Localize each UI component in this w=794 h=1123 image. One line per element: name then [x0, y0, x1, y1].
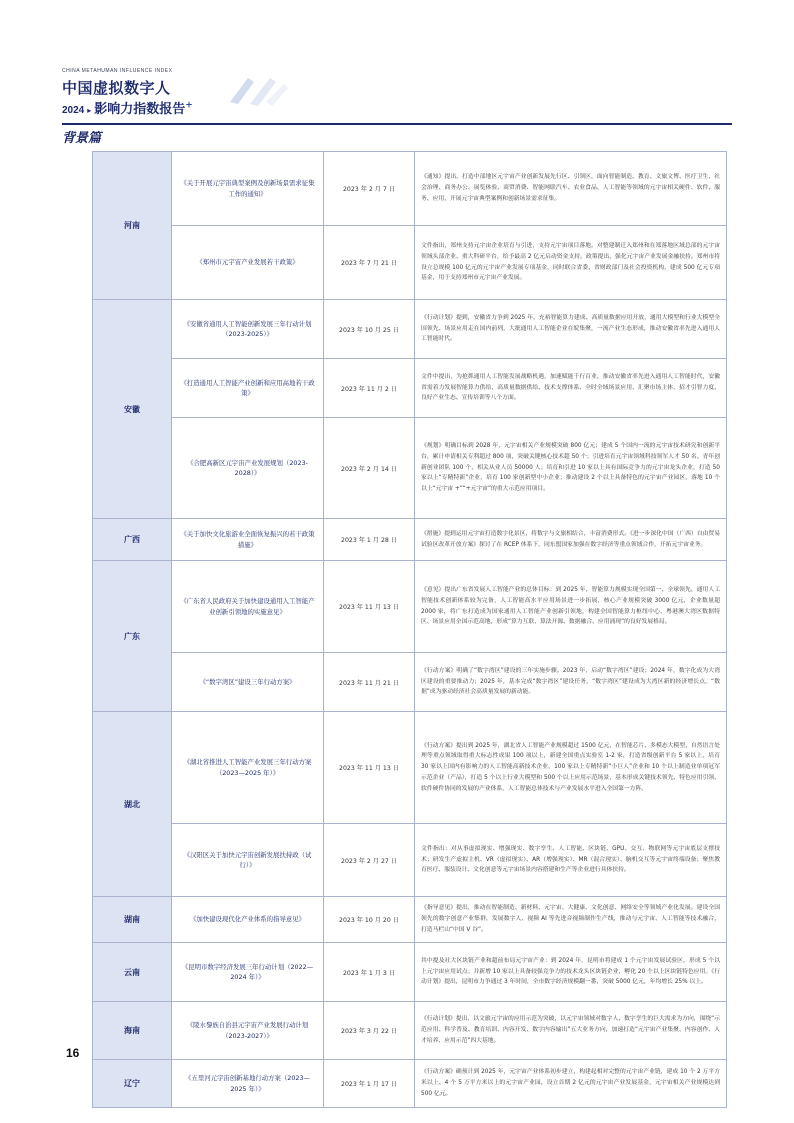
policy-description: 其中提及社大区块链产业和超前布局元宇宙产业：到 2024 年，昆明市将建成 1 个元宇宙发展试验区，形成 5 个以上元宇宙应用试点；并新增 10 家以上具备较强竞争力的技术龙头区块链企业，孵化 20 个以上区块链特色应用。《行动计划》提出，昆明市力争通过 3 年时间，全市数字经济规模翻一番，突破 5000 亿元，年均增长 25% 以上。: [415, 943, 727, 1002]
issue-date: 2023 年 11 月 21 日: [324, 653, 415, 712]
policy-description: 《规划》明确目标到 2028 年，元宇宙相关产业规模突破 800 亿元；建成 5 个国内一流的元宇宙技术研究和创新平台，累计申请相关专利超过 800 项，突破关键核心技术超 50 个；引进培育元宇宙领域科技领军人才 50 名、青年创新创业团队 100 个，相关从业人员 50000 人；培育和引进 10 家以上具有国际竞争力的元宇宙龙头企业，打造 50 家以上“专精特新”企业，培育 100 家创新型中小企业；推动建设 2 个以上具备特色的元宇宙产业园区，落地 10 个以上“元宇宙 +”“+元宇宙”的重大示范应用项目。: [415, 418, 727, 519]
section-title: 背景篇: [62, 131, 102, 146]
issue-date: 2023 年 1 月 28 日: [324, 519, 415, 561]
province-cell: 广西: [93, 519, 172, 561]
policy-description: 《行动计划》提到，安徽省力争到 2025 年，充裕智能算力建成、高质量数据应用开放，通用大模型和行业大模型全国领先、场景应用走在国内前列，大批通用人工智能企业在皖集聚，一流产业生态形成，推动安徽省率先进入通用人工智能时代。: [415, 300, 727, 359]
document-title: 《合肥高新区元宇宙产业发展规划（2023-2028）》: [172, 418, 324, 519]
policy-table: [92, 151, 727, 1108]
issue-date: 2023 年 1 月 3 日: [324, 943, 415, 1002]
table-row: [93, 1002, 727, 1060]
province-cell: 湖北: [93, 712, 172, 897]
page-number: 16: [66, 1046, 80, 1060]
document-title: 《“数字湾区”建设三年行动方案》: [172, 653, 324, 712]
document-title: 《五里河元宇宙创新基地行动方案（2023—2025 年）》: [172, 1060, 324, 1108]
policy-description: 《措施》提到运用元宇宙打造数字化景区，将数字与文旅相结合，丰富消费形式。《进一步深化中国（广西）自由贸易试验区改革开放方案》探讨了在 RCEP 体系下，同东盟国家加强在数字经济等重点领域合作，开拓元宇宙业务。: [415, 519, 727, 561]
province-cell: 海南: [93, 1002, 172, 1060]
header-divider: [62, 123, 732, 125]
document-title: 《昆明市数字经济发展三年行动计划（2022—2024 年）》: [172, 943, 324, 1002]
report-year: 2024: [62, 105, 85, 116]
policy-description: 文件指出，郑州支持元宇宙企业培育与引进，支持元宇宙项目落地。对整建制迁入郑州和在郑落地区域总部的元宇宙领域头部企业、重大科研平台，给予最高 2 亿元启动资金支持。政策提出，强化元宇宙产业发展金融扶持。郑州市将设立总规模 100 亿元的元宇宙产业发展专项基金，同时联合省委、省财政部门及社会投资机构，建成 500 亿元专项基金，用于支持郑州市元宇宙产业发展。: [415, 226, 727, 300]
title-decoration-icon: [180, 72, 290, 110]
province-cell: 广东: [93, 561, 172, 712]
table-row: [93, 152, 727, 226]
table-row: [93, 359, 727, 418]
plus-mark: +: [185, 100, 193, 111]
table-row: [93, 653, 727, 712]
policy-description: 文件中提出，为抢抓通用人工智能发展战略机遇，加速赋能千行百业，推动安徽省率先进入通用人工智能时代，安徽省需着力发展智能算力供给、高质量数据供给、技术支撑体系、全时全域场景应用、汇聚市场主体、招才引智力度、良好产业生态、宣传培训等八个方面。: [415, 359, 727, 418]
province-cell: 河南: [93, 152, 172, 300]
policy-description: 《行动方案》明确了“数字湾区”建设的三年实施步骤。2023 年，启动“数字湾区”建设；2024 年，数字化成为大湾区建设的重要推动力；2025 年，基本完成“数字湾区”建设任务，“数字湾区”建设成为大湾区新的经济增长点，“数据”成为驱动经济社会高质量发展的新动能。: [415, 653, 727, 712]
table-row: [93, 300, 727, 359]
policy-description: 《指导意见》提出，推动在智能制造、新材料、元宇宙、大健康、文化创意、网络安全等领域产业化发展。建设全国领先的数字创意产业集群，发展数字人、视频 AI 等先进音视频制作生产线，推动与元宇宙、人工智能等技术融合，打造马栏山“中国 V 谷”。: [415, 897, 727, 943]
table-row: [93, 561, 727, 653]
policy-description: 《行动计划》提出，以文旅元宇宙的应用示范为突破，以元宇宙领域对数字人、数字孪生的巨大需求为方向，围绕“示范应用、科学普及、教育培训、内容开发、数字内容输出”五大业务方向，加速打造“元宇宙产业集聚、内容创作、人才培养、应用示范”四大基地。: [415, 1002, 727, 1060]
document-title: 《湖北省推进人工智能产业发展三年行动方案（2023—2025 年）》: [172, 712, 324, 824]
report-subtitle-line: [62, 98, 193, 117]
issue-date: 2023 年 2 月 7 日: [324, 152, 415, 226]
index-label: CHINA METAHUMAN INFLUENCE INDEX: [62, 68, 173, 74]
document-title: 《安徽省通用人工智能创新发展三年行动计划（2023-2025）》: [172, 300, 324, 359]
document-title: 《关于开展元宇宙典型案例及创新场景需求征集工作的通知》: [172, 152, 324, 226]
issue-date: 2023 年 11 月 2 日: [324, 359, 415, 418]
issue-date: 2023 年 11 月 13 日: [324, 712, 415, 824]
table-row: [93, 897, 727, 943]
issue-date: 2023 年 10 月 20 日: [324, 897, 415, 943]
province-cell: 安徽: [93, 300, 172, 519]
policy-description: 《通知》提出，打造中部地区元宇宙产业创新发展先行区、引领区，面向智能制造、教育、文旅文博、医疗卫生、社会治理、商务办公、展览体验、商贸消费、智能网联汽车、农业食品、人工智能等领域的元宇宙相关硬件、软件、服务、应用，开展元宇宙典型案例和创新场景需求征集。: [415, 152, 727, 226]
province-cell: 湖南: [93, 897, 172, 943]
issue-date: 2023 年 2 月 14 日: [324, 418, 415, 519]
table-row: [93, 418, 727, 519]
policy-description: 文件指出：对从事虚拟现实、增强现实、数字孪生、人工智能、区块链、GPU、交互、物联网等元宇宙底层支撑技术；研发生产虚拟主机、VR（虚拟现实）、AR（增强现实）、MR（混合现实）、脑机交互等元宇宙终端设备；聚焦教育医疗、服装设计、文化创意等元宇宙场景内容搭建和生产等企业进行具体扶持。: [415, 824, 727, 897]
document-title: 《关于加快文化旅游业全面恢复振兴的若干政策措施》: [172, 519, 324, 561]
document-title: 《广东省人民政府关于加快建设通用人工智能产业创新引领地的实施意见》: [172, 561, 324, 653]
table-row: [93, 943, 727, 1002]
report-subtitle: 影响力指数报告: [94, 102, 186, 117]
document-title: 《加快建设现代化产业体系的指导意见》: [172, 897, 324, 943]
table-row: [93, 824, 727, 897]
document-title: 《打造通用人工智能产业创新和应用高地若干政策》: [172, 359, 324, 418]
document-title: 《汉阳区关于加快元宇宙创新发展扶持政（试行）》: [172, 824, 324, 897]
issue-date: 2023 年 7 月 21 日: [324, 226, 415, 300]
issue-date: 2023 年 3 月 22 日: [324, 1002, 415, 1060]
table-row: [93, 226, 727, 300]
province-cell: 辽宁: [93, 1060, 172, 1108]
issue-date: 2023 年 10 月 25 日: [324, 300, 415, 359]
document-title: 《陵水黎族自治县元宇宙产业发展行动计划（2023-2027）》: [172, 1002, 324, 1060]
table-row: [93, 1060, 727, 1108]
issue-date: 2023 年 11 月 13 日: [324, 561, 415, 653]
report-header: [62, 68, 742, 148]
policy-description: 《意见》提出广东省发展人工智能产业的总体目标：到 2025 年，智能算力规模实现全国第一、全球领先，通用人工智能技术创新体系较为完备，人工智能高水平应用场景进一步拓展，核心产业规模突破 3000 亿元，企业数量超 2000 家，将广东打造成为国家通用人工智能产业创新引领地，构建全国智能算力枢纽中心、粤港澳大湾区数据特区、场景应用全国示范高地，形成“算力互联、算法开源、数据融合、应用涌现”的良好发展格局。: [415, 561, 727, 653]
issue-date: 2023 年 2 月 27 日: [324, 824, 415, 897]
report-title: 中国虚拟数字人: [62, 79, 171, 97]
table-row: [93, 519, 727, 561]
table-row: [93, 712, 727, 824]
policy-description: 《行动方案》提出到 2025 年，湖北省人工智能产业规模超过 1500 亿元，在智能芯片、多模态大模型、自然语言处理等重点领域取得重大标志性成果 100 项以上，新建全国重点实验室 1-2 家，打造省级创新平台 5 家以上，培育 30 家以上国内有影响力的人工智能高新技术企业，100 家以上专精特新“小巨人”企业和 10 个以上制造业单项冠军示范企业（产品），打造 5 个以上行业大模型和 500 个以上应用示范场景，基本形成关键技术领先、特色应用引领、软件硬件协同的发展的产业体系，人工智能总体技术与产业发展水平进入全国第一方阵。: [415, 712, 727, 824]
arrow-icon: ▸: [87, 106, 92, 115]
province-cell: 云南: [93, 943, 172, 1002]
issue-date: 2023 年 1 月 17 日: [324, 1060, 415, 1108]
policy-description: 《行动方案》确预计到 2025 年，元宇宙产业体系初步建立，构建起相对完整的元宇宙产业链，建成 10 个 2 万平方米以上、4 个 5 万平方米以上的元宇宙产业园，设立首期 2 亿元的元宇宙产业发展基金，元宇宙相关产业规模达到 500 亿元。: [415, 1060, 727, 1108]
document-title: 《郑州市元宇宙产业发展若干政策》: [172, 226, 324, 300]
